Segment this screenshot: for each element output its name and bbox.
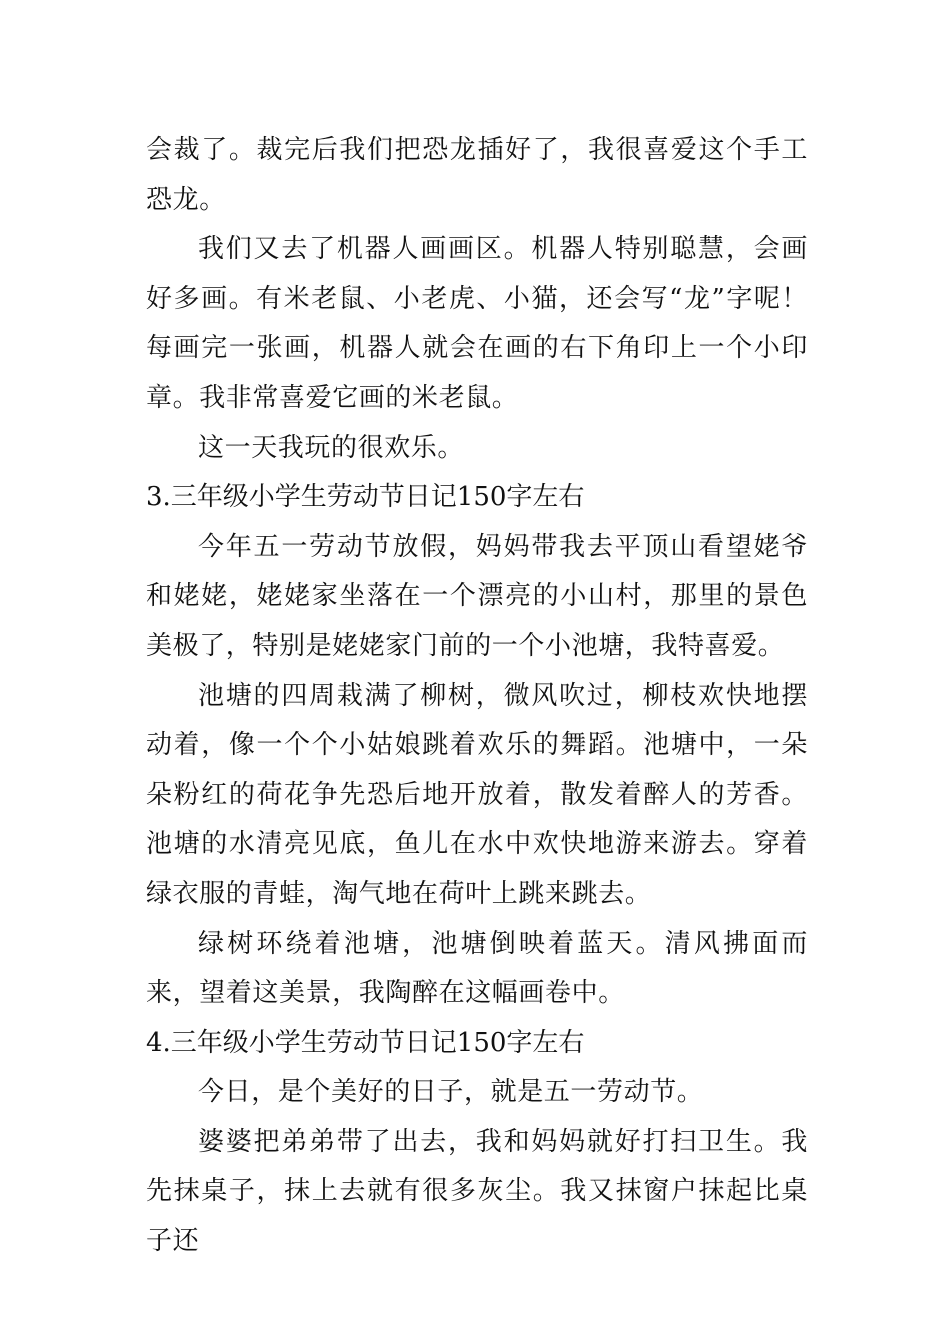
section-heading-3: 3.三年级小学生劳动节日记150字左右	[146, 482, 585, 513]
paragraph-3: 这一天我玩的很欢乐。	[198, 432, 465, 463]
paragraph-10: 婆婆把弟弟带了出去，我和妈妈就好打扫卫生。我先抹桌子，抹上去就有很多灰尘。我又抹窗户抹起比桌子还	[146, 1126, 808, 1257]
paragraph-6: 池塘的四周栽满了柳树，微风吹过，柳枝欢快地摆动着，像一个个小姑娘跳着欢乐的舞蹈。池塘中，一朵朵粉红的荷花争先恐后地开放着，散发着醉人的芳香。池塘的水清亮见底，鱼儿在水中欢快地游来游去。穿着绿衣服的青蛙，淘气地在荷叶上跳来跳去。	[146, 680, 808, 909]
section-heading-4: 4.三年级小学生劳动节日记150字左右	[146, 1027, 585, 1058]
paragraph-7: 绿树环绕着池塘，池塘倒映着蓝天。清风拂面而来，望着这美景，我陶醉在这幅画卷中。	[146, 928, 808, 1009]
document-body	[146, 126, 808, 1267]
paragraph-2: 我们又去了机器人画画区。机器人特别聪慧，会画好多画。有米老鼠、小老虎、小猫，还会写“龙”字呢！每画完一张画，机器人就会在画的右下角印上一个小印章。我非常喜爱它画的米老鼠。	[146, 234, 808, 413]
paragraph-5: 今年五一劳动节放假，妈妈带我去平顶山看望姥爷和姥姥，姥姥家坐落在一个漂亮的小山村，那里的景色美极了，特别是姥姥家门前的一个小池塘，我特喜爱。	[146, 531, 808, 661]
paragraph-1: 会裁了。裁完后我们把恐龙插好了，我很喜爱这个手工恐龙。	[146, 135, 808, 215]
paragraph-9: 今日，是个美好的日子，就是五一劳动节。	[198, 1077, 704, 1108]
